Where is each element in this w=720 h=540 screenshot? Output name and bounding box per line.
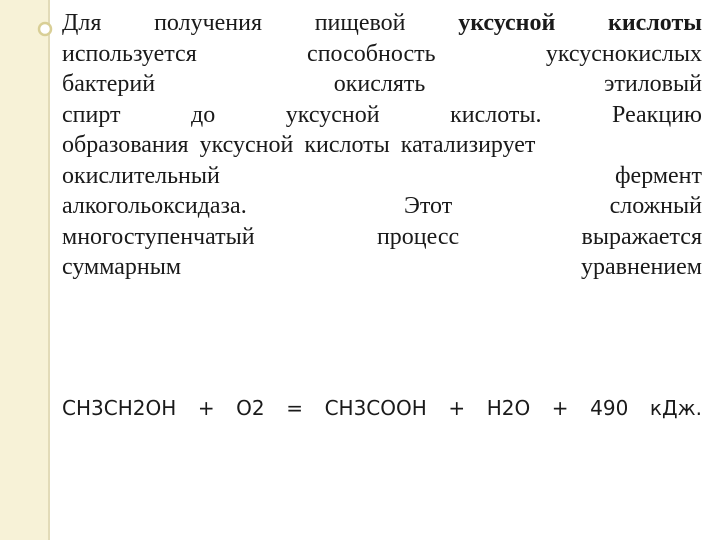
word: этиловый — [604, 71, 702, 97]
slide-body-text — [62, 8, 702, 283]
word: уксусной — [199, 132, 294, 158]
text-line — [62, 39, 702, 70]
product-water: H2O — [486, 396, 531, 420]
word: Этот — [404, 193, 453, 219]
word: пищевой — [314, 10, 406, 36]
word: Реакцию — [612, 101, 702, 128]
energy-value: 490 — [590, 396, 629, 420]
left-decorative-band — [0, 0, 48, 540]
word: кислоты — [304, 132, 390, 158]
word: выражается — [581, 223, 702, 250]
word: получения — [154, 10, 263, 36]
word: окислительный — [62, 162, 220, 189]
plus-sign: + — [197, 396, 215, 420]
ring-bullet-icon — [37, 21, 53, 37]
word: многоступенчатый — [62, 223, 255, 250]
text-line — [62, 69, 702, 100]
word: уксусной — [285, 101, 380, 128]
product-acetic-acid: CH3COOH — [324, 396, 427, 420]
word: уравнением — [580, 254, 702, 280]
text-line — [62, 252, 702, 283]
equals-sign: = — [286, 396, 303, 420]
reaction-equation — [62, 396, 702, 420]
word: используется — [62, 40, 197, 67]
word: процесс — [376, 223, 460, 250]
plus-sign: + — [448, 396, 466, 420]
word: фермент — [614, 162, 702, 189]
word: Для — [62, 10, 102, 36]
word: суммарным — [62, 254, 182, 280]
text-line — [62, 8, 702, 39]
word: окислять — [333, 71, 426, 97]
text-line — [62, 222, 702, 253]
plus-sign: + — [551, 396, 569, 420]
text-line — [62, 130, 702, 161]
reactant-oxygen: O2 — [236, 396, 265, 420]
text-line — [62, 191, 702, 222]
left-decorative-line — [48, 0, 50, 540]
bold-word: кислоты — [608, 10, 702, 36]
text-line — [62, 161, 702, 192]
word: спирт — [62, 101, 121, 128]
word: сложный — [609, 193, 702, 219]
word: способность — [307, 40, 436, 67]
word: катализирует — [400, 132, 536, 158]
reactant-ethanol: CH3CH2OH — [62, 396, 177, 420]
word: бактерий — [62, 71, 156, 97]
word: уксуснокислых — [545, 40, 702, 67]
text-line — [62, 100, 702, 131]
word: кислоты. — [450, 101, 542, 128]
energy-unit: кДж. — [649, 396, 702, 420]
word: образования — [62, 132, 189, 158]
word: до — [191, 101, 216, 128]
bold-word: уксусной — [458, 10, 556, 36]
word: алкогольоксидаза. — [62, 193, 247, 219]
